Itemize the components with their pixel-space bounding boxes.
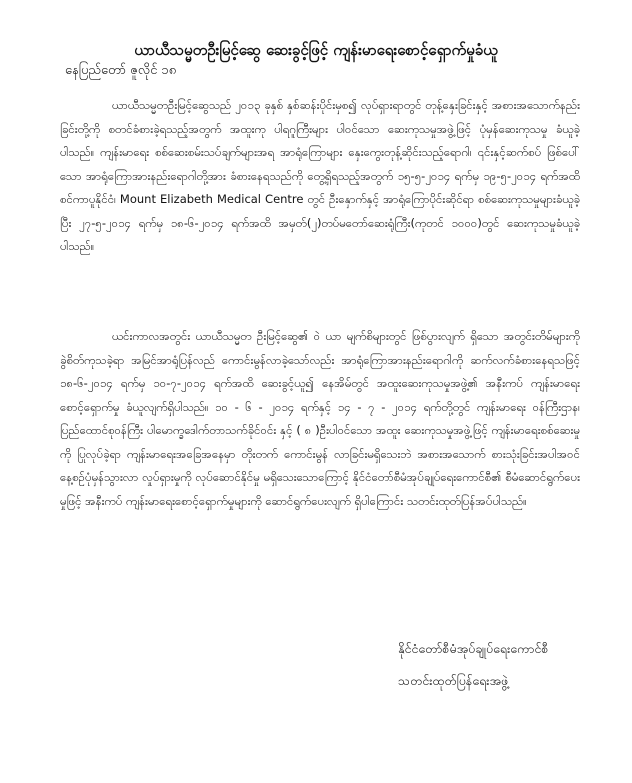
paragraph-2: ယင်းကာလအတွင်း ယာယီသမ္မတ ဦးမြင့်ဆွေ၏ ဝဲ ယာ မျက်စိများတွင် ဖြစ်ပွားလျက် ရှိသော အတွင်းတိမ်များကို ခွဲစိတ်ကုသခဲ့ရာ အမြင်အာရုံပြန်လည် ကောင်းမွန်လာခဲ့သော်လည်း အာရုံကြောအားနည်းရောဂါကို ဆက်လက်ခံစားနေရသဖြင့် ၁၈-၆-၂၀၁၄ ရက်မှ ၁၀-၇-၂၀၁၄ ရက်အထိ ဆေးခွင့်ယူ၍ နေအိမ်တွင် အထူးဆေးကုသမှုအဖွဲ့၏ အနီးကပ် ကျန်းမာရေးစောင့်ရှောက်မှု ခံယူလျက်ရှိပါသည်။ ၁၀ - ၆ - ၂၀၁၄ ရက်နှင့် ၁၄ - ၇ - ၂၀၁၄ ရက်တို့တွင် ကျန်းမာရေး ဝန်ကြီးဌာန၊ ပြည်ထောင်စုဝန်ကြီး ပါမောက္ခဒေါက်တာသက်ခိုင်ဝင်း နှင့် ( ၈ )ဦးပါဝင်သော အထူး ဆေးကုသမှုအဖွဲ့ဖြင့် ကျန်းမာရေးစစ်ဆေးမှုကို ပြုလုပ်ခဲ့ရာ ကျန်းမာရေးအခြေအနေမှာ တိုးတက် ကောင်းမွန် လာခြင်းမရှိသေးဘဲ အစားအသောက် စားသုံးခြင်းအပါအဝင် နေ့စဉ်ပုံမှန်သွားလာ လှုပ်ရှားမှုကို လုပ်ဆောင်နိုင်မှု မရှိသေးသောကြောင့် နိုင်ငံတော်စီမံအုပ်ချုပ်ရေးကောင်စီ၏ စီမံဆောင်ရွက်ပေးမှုဖြင့် အနီးကပ် ကျန်းမာရေးစောင့်ရှောက်မှုများကို ဆောင်ရွက်ပေးလျက် ရှိပါကြောင်း သတင်းထုတ်ပြန်အပ်ပါသည်။: [60, 329, 580, 508]
dateline: နေပြည်တော် ဇူလိုင် ၁၈: [65, 63, 177, 78]
signature-organization: နိုင်ငံတော်စီမံအုပ်ချုပ်ရေးကောင်စီ: [398, 641, 549, 656]
signature-department: သတင်းထုတ်ပြန်ရေးအဖွဲ့: [398, 673, 509, 688]
paragraph-1: ယာယီသမ္မတဦးမြင့်ဆွေသည် ၂၀၁၃ ခုနှစ် နှစ်ဆန်းပိုင်းမှစ၍ လုပ်ရှားရာတွင် တုန့်နှေးခြင်းနှင့် အစားအသောက်နည်းခြင်းတို့ကို စတင်ခံစားခဲ့ရသည့်အတွက် အထူးကု ပါရဂူကြီးများ ပါဝင်သော ဆေးကုသမှုအဖွဲ့ဖြင့် ပုံမှန်ဆေးကုသမှု ခံယူခဲ့ပါသည်။ ကျန်းမာရေး စစ်ဆေးစမ်းသပ်ချက်များအရ အာရုံကြောများ နှေးကွေးတုန့်ဆိုင်းသည့်ရောဂါ၊ ၎င်းနှင့်ဆက်စပ် ဖြစ်ပေါ်သော အာရုံကြောအားနည်းရောဂါတို့အား ခံစားနေရသည်ကို တွေ့ရှိရသည့်အတွက် ၁၅-၅-၂၀၁၄ ရက်မှ ၁၉-၅-၂၀၁၄ ရက်အထိ စင်ကာပူနိုင်ငံ၊ Mount Elizabeth Medical Centre တွင် ဦးနှောက်နှင့် အာရုံကြောပိုင်းဆိုင်ရာ စစ်ဆေးကုသမှုများခံယူခဲ့ပြီး ၂၇-၅-၂၀၁၄ ရက်မှ ၁၈-၆-၂၀၁၄ ရက်အထိ အမှတ်(၂)တပ်မတော်ဆေးရုံကြီး(ကုတင် ၁၀၀၀)တွင် ဆေးကုသမှုခံယူခဲ့ပါသည်။: [60, 98, 580, 253]
document-title: ယာယီသမ္မတဦးမြင့်ဆွေ ဆေးခွင့်ဖြင့် ကျန်းမာရေးစောင့်ရှောက်မှုခံယူ: [134, 41, 498, 59]
